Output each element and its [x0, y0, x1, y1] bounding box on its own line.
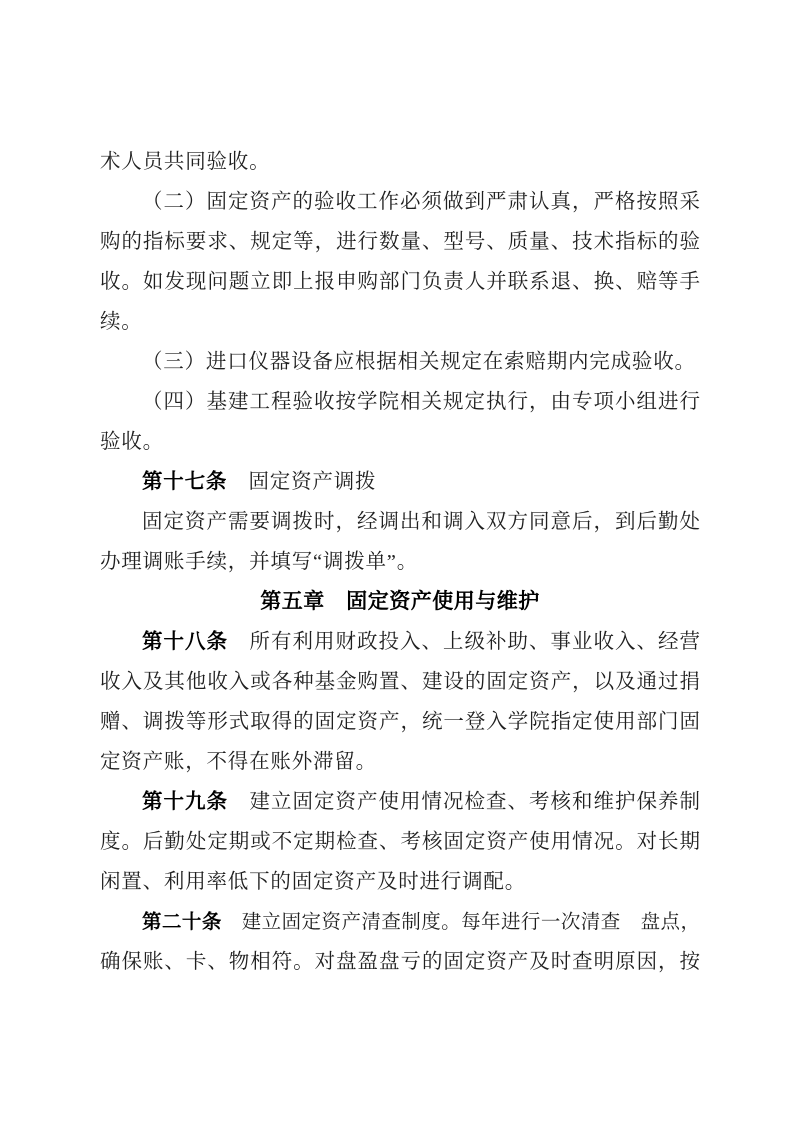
- article-number: 第二十条: [142, 911, 222, 933]
- doc-line: 验收。: [100, 431, 164, 453]
- doc-line: [100, 462, 700, 502]
- doc-line: 确保账、卡、物相符。对盘盈盘亏的固定资产及时查明原因，按: [100, 951, 700, 973]
- article-number: 第十九条: [142, 790, 228, 813]
- doc-line: 闲置、利用率低下的固定资产及时进行调配。: [100, 871, 526, 893]
- doc-line: （四）基建工程验收按学院相关规定执行，由专项小组进行: [142, 391, 700, 413]
- doc-line: 办理调账手续，并填写“调拨单”。: [100, 551, 418, 573]
- article-text: 建立固定资产清查制度。每年进行一次清查 盘点，: [221, 912, 700, 933]
- doc-line: 赠、调拨等形式取得的固定资产，统一登入学院指定使用部门固: [100, 711, 700, 733]
- doc-line: 收。如发现问题立即上报申购部门负责人并联系退、换、赔等手: [100, 271, 700, 293]
- doc-line: 购的指标要求、规定等，进行数量、型号、质量、技术指标的验: [100, 231, 700, 253]
- doc-line: 术人员共同验收。: [100, 151, 271, 173]
- article-text: 所有利用财政投入、上级补助、事业收入、经营: [228, 631, 700, 653]
- doc-line: 收入及其他收入或各种基金购置、建设的固定资产，以及通过捐: [100, 671, 700, 693]
- doc-line: [100, 902, 700, 942]
- doc-line: 固定资产需要调拨时，经调出和调入双方同意后，到后勤处: [142, 511, 700, 533]
- doc-line: （三）进口仪器设备应根据相关规定在索赔期内完成验收。: [142, 351, 696, 373]
- article-number: 第十八条: [142, 630, 228, 653]
- doc-line: [100, 622, 700, 662]
- document-text-block: [100, 142, 700, 982]
- article-text: 固定资产调拨: [227, 471, 377, 493]
- doc-line: [100, 782, 700, 822]
- doc-line: 定资产账，不得在账外滞留。: [100, 751, 377, 773]
- article-text: 建立固定资产使用情况检查、考核和维护保养制: [228, 791, 700, 813]
- chapter-heading: 第五章 固定资产使用与维护: [260, 590, 540, 613]
- article-number: 第十七条: [142, 470, 228, 493]
- doc-line: 续。: [100, 311, 143, 333]
- doc-line: 度。后勤处定期或不定期检查、考核固定资产使用情况。对长期: [100, 831, 700, 853]
- doc-line: （二）固定资产的验收工作必须做到严肃认真，严格按照采: [142, 191, 700, 213]
